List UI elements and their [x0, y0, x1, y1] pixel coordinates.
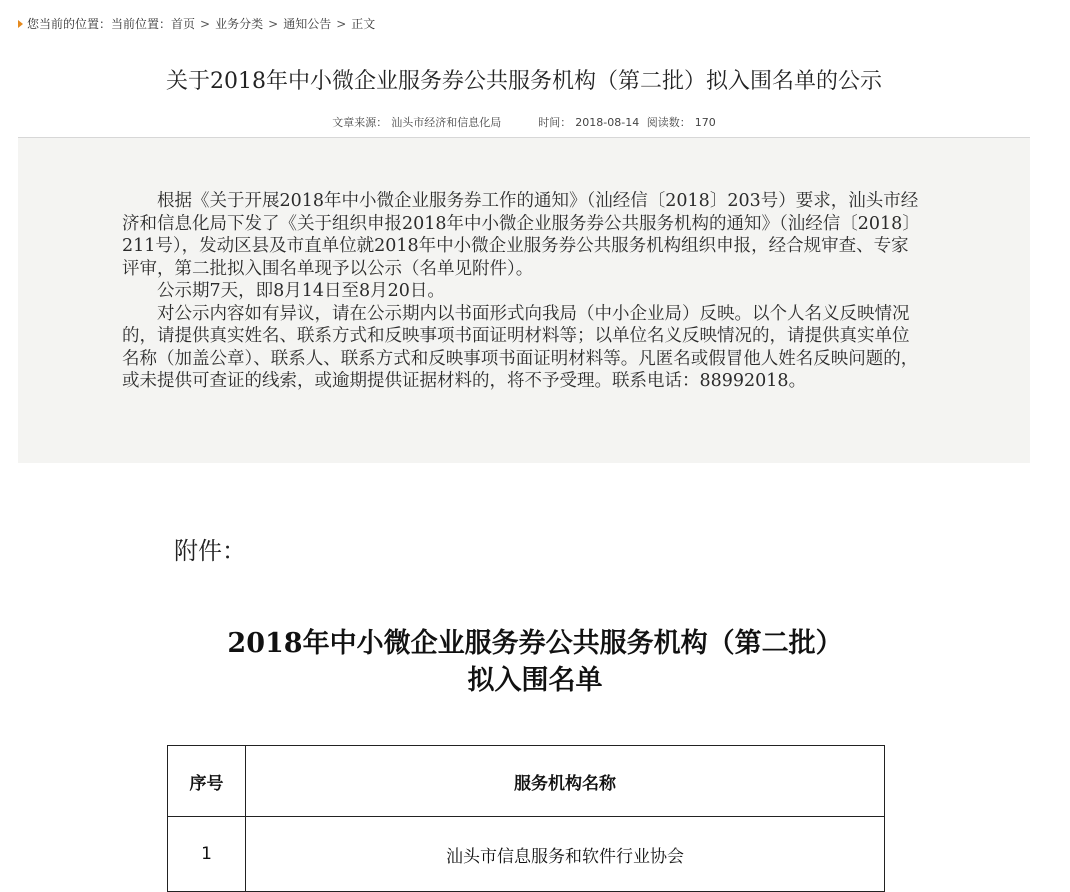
- notice-body: [122, 190, 922, 393]
- source-label: 文章来源：: [332, 116, 388, 129]
- breadcrumb-notice-link[interactable]: 通知公告: [283, 17, 332, 31]
- breadcrumb-current: 正文: [351, 17, 376, 31]
- header-institution-name: 服务机构名称: [246, 746, 885, 817]
- attachment-label: 附件：: [174, 537, 246, 565]
- notice-paragraph: 根据《关于开展2018年中小微企业服务券工作的通知》（汕经信〔2018〕203号）要求，汕头市经济和信息化局下发了《关于组织申报2018年中小微企业服务券公共服务机构的通知》（汕经信〔2018〕211号），发动区县及市直单位就2018年中小微企业服务券公共服务机构组织申报，经合规审查、专家评审，第二批拟入围名单现予以公示（名单见附件）。: [122, 191, 920, 279]
- attachment-title-line: 拟入围名单: [467, 665, 603, 696]
- notice-paragraph: 对公示内容如有异议，请在公示期内以书面形式向我局（中小企业局）反映。以个人名义反映情况的，请提供真实姓名、联系方式和反映事项书面证明材料等；以单位名义反映情况的，请提供真实单位名称（加盖公章）、联系人、联系方式和反映事项书面证明材料等。凡匿名或假冒他人姓名反映问题的，或未提供可查证的线索，或逾期提供证据材料的，将不予受理。联系电话：88992018。: [122, 303, 919, 391]
- notice-paragraph: 公示期7天，即8月14日至8月20日。: [157, 281, 445, 301]
- breadcrumb-separator: >: [200, 17, 211, 31]
- reads-label: 阅读数：: [646, 116, 691, 129]
- row-institution-name: 汕头市信息服务和软件行业协会: [246, 817, 885, 892]
- breadcrumb-arrow-icon: [18, 20, 23, 28]
- breadcrumb-prefix: 当前位置：: [111, 17, 172, 31]
- article-title: 关于2018年中小微企业服务券公共服务机构（第二批）拟入围名单的公示: [166, 69, 882, 94]
- breadcrumb: [18, 14, 375, 34]
- article-source: 汕头市经济和信息化局: [391, 116, 502, 129]
- scanned-notice-image: [18, 138, 1030, 463]
- attachment-title-line: 2018年中小微企业服务券公共服务机构（第二批）: [227, 628, 843, 659]
- row-serial-no: 1: [168, 817, 246, 892]
- breadcrumb-separator: >: [336, 17, 347, 31]
- article-meta: [18, 114, 1030, 132]
- breadcrumb-label: 您当前的位置：: [27, 17, 112, 31]
- article-time: 2018-08-14: [575, 116, 640, 129]
- table-header-row: [168, 746, 885, 817]
- attachment-title: [0, 625, 1070, 699]
- time-label: 时间：: [538, 116, 572, 129]
- breadcrumb-home-link[interactable]: 首页: [171, 17, 196, 31]
- table-row: [168, 817, 885, 892]
- header-serial-no: 序号: [168, 746, 246, 817]
- institution-table: [167, 745, 885, 892]
- breadcrumb-separator: >: [268, 17, 279, 31]
- breadcrumb-category-link[interactable]: 业务分类: [215, 17, 264, 31]
- article-reads: 170: [694, 116, 716, 129]
